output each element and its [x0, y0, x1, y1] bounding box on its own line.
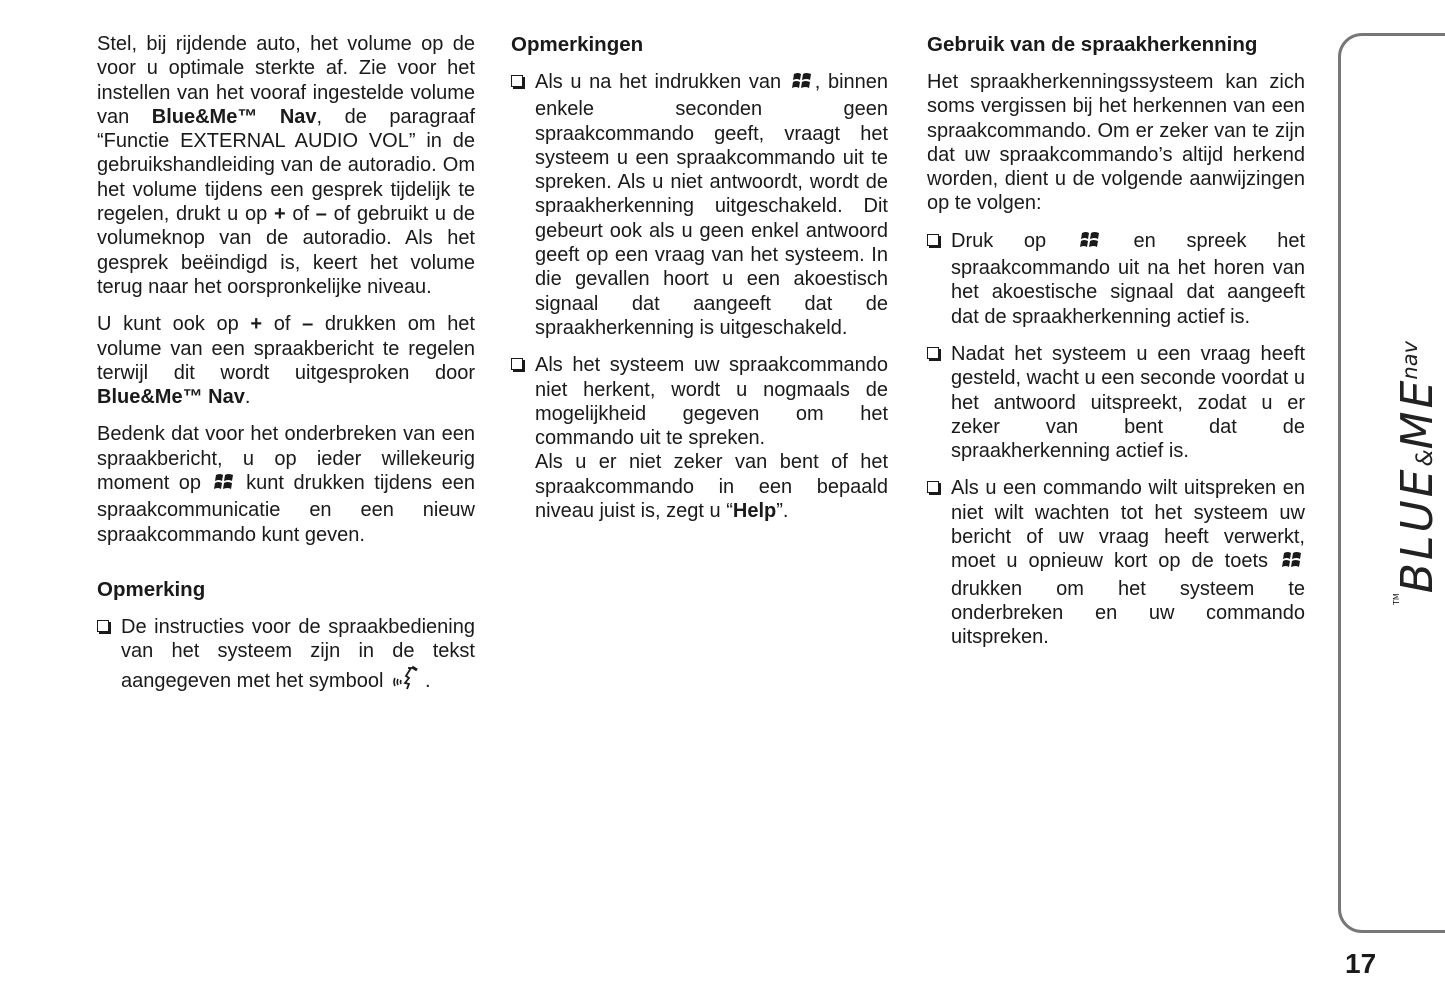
page-number: 17 [1345, 948, 1377, 979]
heading-spraakherkenning: Gebruik van de spraakherkenning [927, 33, 1258, 56]
voice-button-icon [213, 472, 235, 498]
voice-button-icon [1079, 230, 1101, 256]
list-item: Als u een commando wilt uitspreken en niet wilt wachten tot het systeem uw bericht of uw vraag heeft verwerkt, moet u opnieuw kort op de toets drukken om het systeem te onderbreken en uw commando uitspreken. [927, 476, 1305, 649]
voice-symbol-icon [391, 664, 423, 696]
blue-and-me-nav-logo: ™BLUE&MEnav [1392, 340, 1443, 605]
checkbox-bullet-icon [511, 358, 523, 370]
checkbox-bullet-icon [927, 347, 939, 359]
paragraph-message-volume: U kunt ook op + of – drukken om het volume van een spraakbericht te regelen terwijl dit wordt uitgesproken door Blue&Me™ Nav. [97, 313, 475, 409]
column-right [927, 32, 1305, 663]
paragraph-volume: Stel, bij rijdende auto, het volume op de voor u optimale sterkte af. Zie voor het instellen van het vooraf ingestelde volume van Blue&Me™ Nav, de paragraaf “Functie EXTERNAL AUDIO VOL” in de gebruikshandleiding van de autoradio. Om het volume tijdens een gesprek tijdelijk te regelen, drukt u op + of – of gebruikt u de volumeknop van de autoradio. Als het gesprek beëindigd is, keert het volume terug naar het oorspronkelijke niveau. [97, 33, 475, 298]
list-item: Als u na het indrukken van , binnen enkele seconden geen spraakcommando geeft, vraagt het systeem u een spraakcommando uit te spreken. Als u niet antwoordt, wordt de spraakherkenning uitgeschakeld. Dit gebeurt ook als u geen enkel antwoord geeft op een vraag van het systeem. In die gevallen hoort u een akoestisch signaal dat aangeeft dat de spraakherkenning is uitgeschakeld. [511, 70, 888, 340]
voice-button-icon [791, 71, 813, 97]
checkbox-bullet-icon [927, 481, 939, 493]
checkbox-bullet-icon [511, 75, 523, 87]
list-item: Nadat het systeem u een vraag heeft gesteld, wacht u een seconde voordat u het antwoord uitspreekt, zodat u er zeker van bent dat de spraakherkenning actief is. [927, 342, 1305, 463]
list-item: Als het systeem uw spraakcommando niet herkent, wordt u nogmaals de mogelijkheid gegeven om het commando uit te spreken. Als u er niet zeker van bent of het spraakcommando in een bepaald niveau juist is, zegt u “Help”. [511, 353, 888, 523]
checkbox-bullet-icon [927, 234, 939, 246]
checkbox-bullet-icon [97, 620, 109, 632]
heading-opmerking: Opmerking [97, 577, 206, 601]
paragraph-interrupt: Bedenk dat voor het onderbreken van een spraakbericht, u op ieder willekeurig moment op kunt drukken tijdens een spraakcommunicatie en een nieuw spraakcommando kunt geven. [97, 423, 475, 546]
voice-button-icon [1281, 550, 1303, 576]
paragraph-intro: Het spraakherkenningssysteem kan zich soms vergissen bij het herkennen van een spraakcommando. Om er zeker van te zijn dat uw spraakcommando’s altijd herkend worden, dient u de volgende aanwijzingen op te volgen: [927, 71, 1305, 215]
column-middle [511, 32, 888, 536]
heading-opmerkingen: Opmerkingen [511, 33, 644, 56]
column-left [97, 32, 475, 709]
list-item: Druk op en spreek het spraakcommando uit na het horen van het akoestische signaal dat aangeeft dat de spraakherkenning actief is. [927, 229, 1305, 329]
list-item: De instructies voor de spraakbediening van het systeem zijn in de tekst aangegeven met het symbool . [97, 615, 475, 696]
